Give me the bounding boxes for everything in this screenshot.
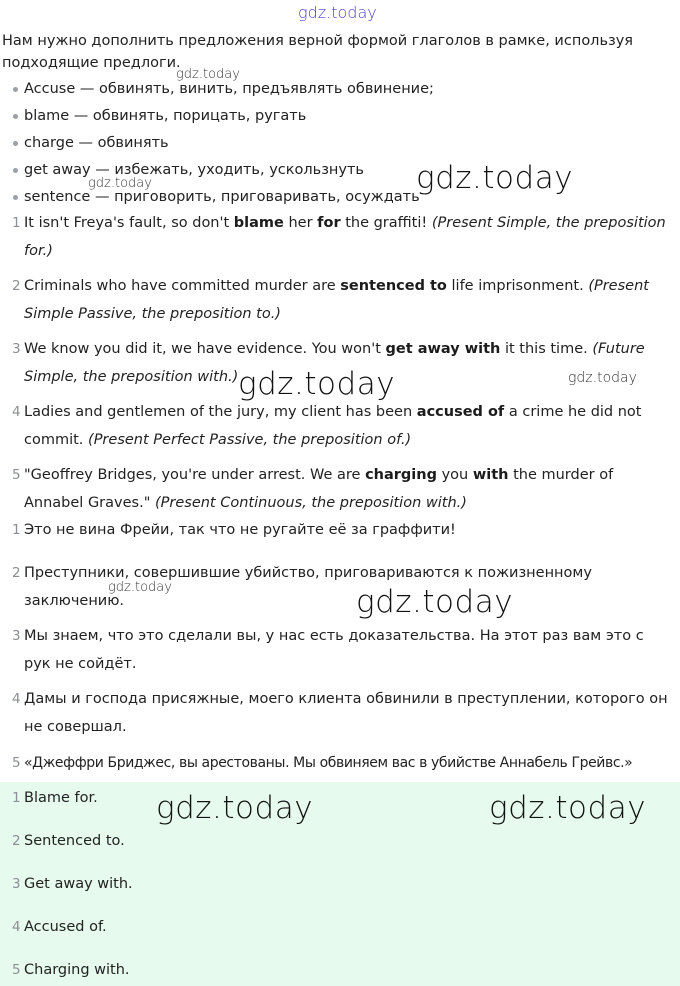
answer-item <box>0 956 680 984</box>
watermark: gdz.today <box>108 580 172 595</box>
english-item: 3 We know you did it, we have evidence. You won't get away with it this time. (Future Simple, the preposition with.) <box>0 335 680 391</box>
answer-item <box>0 913 680 941</box>
item-number: 4 <box>12 919 21 935</box>
russian-text: Мы знаем, что это сделали вы, у нас есть доказательства. На этот раз вам это с рук не сойдёт. <box>24 628 644 672</box>
answer-text: Get away with. <box>24 876 133 892</box>
item-number: 4 <box>12 691 21 707</box>
watermark: gdz.today <box>568 370 637 386</box>
item-number: 5 <box>12 962 21 978</box>
russian-item <box>0 749 680 777</box>
item-number: 5 <box>12 755 21 771</box>
item-number: 3 <box>12 628 21 644</box>
english-item: 2 Criminals who have committed murder are sentenced to life imprisonment. (Present Simple Passive, the preposition to.) <box>0 272 680 328</box>
verb-list <box>10 78 434 213</box>
watermark: gdz.today <box>489 790 647 826</box>
item-number: 4 <box>12 404 21 420</box>
answer-text: Charging with. <box>24 962 130 978</box>
item-number: 1 <box>12 790 21 806</box>
russian-item <box>0 685 680 741</box>
watermark: gdz.today <box>238 366 396 402</box>
watermark: gdz.today <box>88 176 152 191</box>
english-item: 4 Ladies and gentlemen of the jury, my client has been accused of a crime he did not commit. (Present Perfect Passive, the preposition of.) <box>0 398 680 454</box>
russian-text: «Джеффри Бриджес, вы арестованы. Мы обвиняем вас в убийстве Аннабель Грейвс.» <box>24 755 633 771</box>
answer-item <box>0 827 680 855</box>
watermark: gdz.today <box>298 3 377 22</box>
watermark: gdz.today <box>356 584 514 620</box>
item-number: 2 <box>12 833 21 849</box>
item-number: 2 <box>12 565 21 581</box>
russian-item <box>0 622 680 678</box>
watermark: gdz.today <box>156 790 314 826</box>
answer-text: Blame for. <box>24 790 98 806</box>
english-item: 1 It isn't Freya's fault, so don't blame her for the graffiti! (Present Simple, the preposition for.) <box>0 209 680 265</box>
item-number: 5 <box>12 467 21 483</box>
answer-text: Sentenced to. <box>24 833 125 849</box>
intro-text: Нам нужно дополнить предложения верной формой глаголов в рамке, используя подходящие предлоги. <box>2 33 634 71</box>
russian-item <box>0 516 680 544</box>
english-item: 5 "Geoffrey Bridges, you're under arrest. We are charging you with the murder of Annabel Graves." (Present Continuous, the preposition with.) <box>0 461 680 517</box>
watermark: gdz.today <box>416 160 574 196</box>
item-number: 3 <box>12 876 21 892</box>
russian-text: Это не вина Фрейи, так что не ругайте её за граффити! <box>24 522 456 538</box>
item-number: 1 <box>12 215 21 231</box>
verb-item: get away — избежать, уходить, ускользнуть <box>10 159 434 186</box>
answer-item <box>0 870 680 898</box>
verb-item: blame — обвинять, порицать, ругать <box>10 105 434 132</box>
verb-item: Accuse — обвинять, винить, предъявлять обвинение; <box>10 78 434 105</box>
item-number: 1 <box>12 522 21 538</box>
verb-item: charge — обвинять <box>10 132 434 159</box>
russian-text: Дамы и господа присяжные, моего клиента обвинили в преступлении, которого он не совершал. <box>24 691 668 735</box>
watermark: gdz.today <box>176 67 240 82</box>
item-number: 2 <box>12 278 21 294</box>
verb-item: sentence — приговорить, приговаривать, осуждать <box>10 186 434 213</box>
item-number: 3 <box>12 341 21 357</box>
answer-text: Accused of. <box>24 919 107 935</box>
russian-item <box>0 559 680 615</box>
russian-text: Преступники, совершившие убийство, приговариваются к пожизненному заключению. <box>24 565 592 609</box>
